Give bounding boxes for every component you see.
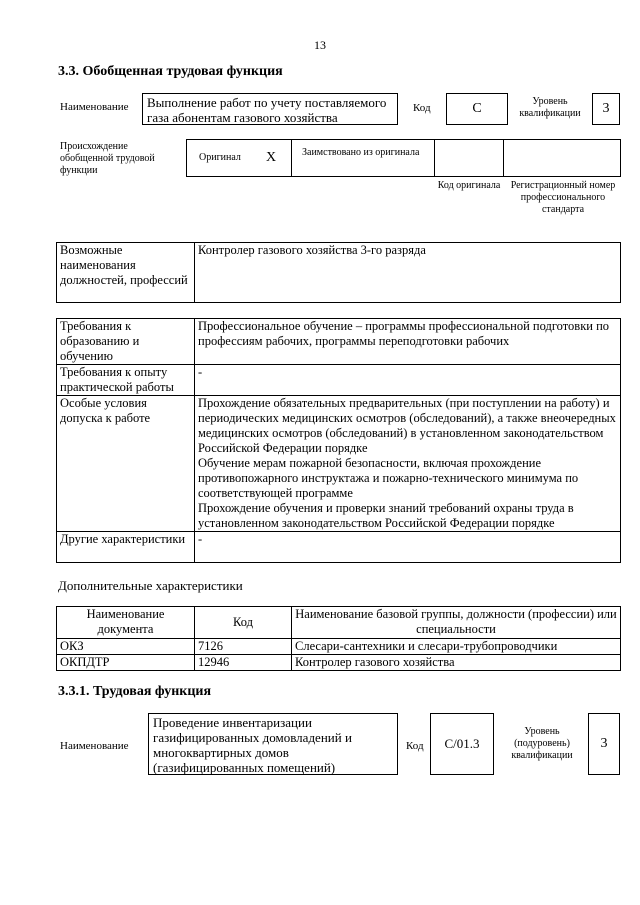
level-label: Уровень квалификации <box>519 96 581 119</box>
req-other-label: Другие характеристики <box>57 532 195 563</box>
borrowed-label: Заимствовано из оригинала <box>302 147 420 158</box>
origin-label: Происхождение обобщенной трудовой функции <box>60 141 155 176</box>
function-code-value: C/01.3 <box>444 736 480 751</box>
function-level-label: Уровень (подуровень) квалификации <box>511 726 573 761</box>
additional-header-code: Код <box>195 607 292 639</box>
code-value: C <box>472 101 482 116</box>
original-label: Оригинал <box>199 152 241 163</box>
req-education-value: Профессиональное обучение – программы профессиональной подготовки по профессиям рабочих, программы переподготовки рабочих <box>195 319 621 365</box>
level-value: 3 <box>602 101 610 116</box>
code-original-cell <box>434 139 504 177</box>
additional-header-group: Наименование базовой группы, должности (профессии) или специальности <box>292 607 621 639</box>
additional-table <box>56 606 621 671</box>
level-value-box <box>592 93 620 125</box>
function-name-value: Проведение инвентаризации газифицированных домовладений и многоквартирных домов (газифицированных помещений) <box>153 715 352 775</box>
name-value: Выполнение работ по учету поставляемого газа абонентам газового хозяйства <box>147 95 387 125</box>
table-row <box>57 639 621 655</box>
req-admission-label: Особые условия допуска к работе <box>57 396 195 532</box>
okz-group: Слесари-сантехники и слесари-трубопроводчики <box>292 639 621 655</box>
req-education-label: Требования к образованию и обучению <box>57 319 195 365</box>
okpdtr-doc: ОКПДТР <box>57 655 195 671</box>
page-number: 13 <box>314 38 326 52</box>
req-experience-label: Требования к опыту практической работы <box>57 365 195 396</box>
positions-value: Контролер газового хозяйства 3-го разряда <box>195 243 621 303</box>
function-level-value: 3 <box>600 736 608 751</box>
okpdtr-code: 12946 <box>195 655 292 671</box>
reg-number-caption: Регистрационный номер профессионального стандарта <box>510 180 616 215</box>
function-name-box <box>148 713 398 775</box>
req-admission-value <box>195 396 621 532</box>
req-admission-line-2: Обучение мерам пожарной безопасности, включая прохождение противопожарного инструктажа и пожарно-технического минимума по соответствующей программе <box>198 456 579 500</box>
section-title: 3.3. Обобщенная трудовая функция <box>58 64 283 79</box>
name-value-box <box>142 93 398 125</box>
name-label: Наименование <box>60 101 129 113</box>
code-label: Код <box>413 102 431 114</box>
function-code-box <box>430 713 494 775</box>
function-level-box <box>588 713 620 775</box>
function-name-label: Наименование <box>60 740 129 752</box>
positions-label: Возможные наименования должностей, профессий <box>57 243 195 303</box>
code-original-caption: Код оригинала <box>437 180 501 191</box>
okpdtr-group: Контролер газового хозяйства <box>292 655 621 671</box>
additional-title: Дополнительные характеристики <box>58 578 243 593</box>
positions-table <box>56 242 621 303</box>
okz-code: 7126 <box>195 639 292 655</box>
original-mark: X <box>266 150 277 165</box>
requirements-table <box>56 318 621 563</box>
req-experience-value: - <box>195 365 621 396</box>
reg-number-cell <box>503 139 621 177</box>
code-value-box <box>446 93 508 125</box>
subsection-title: 3.3.1. Трудовая функция <box>58 684 212 699</box>
function-code-label: Код <box>406 740 424 752</box>
req-admission-line-3: Прохождение обучения и проверки знаний требований охраны труда в установленном законодательством Российской Федерации порядке <box>198 501 574 530</box>
req-other-value: - <box>195 532 621 563</box>
req-admission-line-1: Прохождение обязательных предварительных (при поступлении на работу) и периодических медицинских осмотров (обследований), а также внеочередных медицинских осмотров (обследований) в установленном законодательством Российской Федерации порядке <box>198 396 616 455</box>
additional-header-document: Наименование документа <box>57 607 195 639</box>
okz-doc: ОКЗ <box>57 639 195 655</box>
table-row <box>57 655 621 671</box>
